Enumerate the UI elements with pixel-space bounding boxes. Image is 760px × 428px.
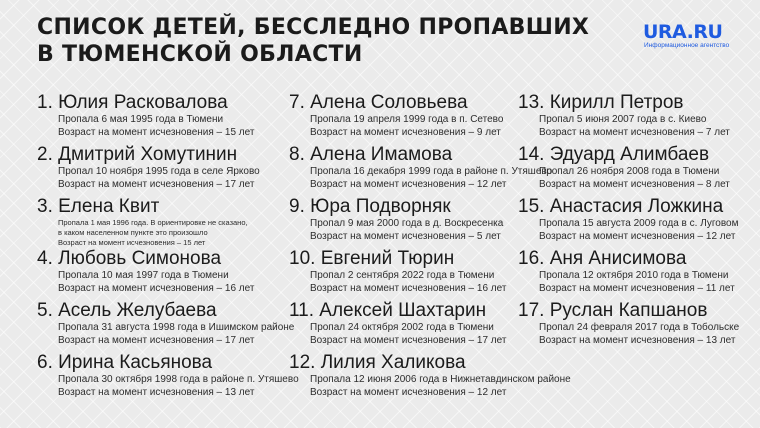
disappearance-text: Пропала 12 октября 2010 года в Тюмени [539,270,729,281]
child-name: 17. Руслан Капшанов [518,300,708,321]
age-text: Возраст на момент исчезновения – 15 лет [58,126,255,138]
age-text: Возраст на момент исчезновения – 15 лет [58,238,206,247]
list-item [37,351,299,403]
age-text: Возраст на момент исчезновения – 17 лет [58,178,255,190]
child-name: 7. Алена Соловьева [289,92,468,113]
child-name: 2. Дмитрий Хомутинин [37,144,238,165]
disappearance-text: Пропала 30 октября 1998 года в районе п. Утяшево [58,374,299,385]
disappearance-text: Пропал 2 сентября 2022 года в Тюмени [310,270,495,281]
age-text: Возраст на момент исчезновения – 5 лет [310,230,501,242]
child-name: 16. Аня Анисимова [518,248,687,269]
disappearance-text: Пропал 26 ноября 2008 года в Тюмени [539,166,720,177]
list-column-1 [37,91,299,403]
child-name: 15. Анастасия Ложкина [518,196,724,217]
disappearance-text: Пропала 1 мая 1996 года. В ориентировке не сказано, [58,218,248,227]
disappearance-text: Пропал 24 февраля 2017 года в Тобольске [539,322,740,333]
list-item [518,247,739,299]
age-text: Возраст на момент исчезновения – 12 лет [310,178,507,190]
list-item [37,195,299,247]
disappearance-text: Пропала 19 апреля 1999 года в п. Сетево [310,114,504,125]
child-name: 9. Юра Подворняк [289,196,451,217]
age-text: Возраст на момент исчезновения – 8 лет [539,178,730,190]
list-item [37,247,299,299]
child-name: 4. Любовь Симонова [37,248,222,269]
age-text: Возраст на момент исчезновения – 13 лет [539,334,736,346]
disappearance-text: Пропала 15 августа 2009 года в с. Луговом [539,218,739,229]
page-title [37,14,589,68]
list-item [37,143,299,195]
age-text: Возраст на момент исчезновения – 11 лет [539,282,735,294]
child-name: 11. Алексей Шахтарин [289,300,487,321]
list-item [518,299,739,351]
disappearance-text: Пропал 5 июня 2007 года в с. Киево [539,114,707,125]
list-column-3 [518,91,739,351]
ura-logo [643,22,743,50]
list-item [37,91,299,143]
disappearance-text: Пропала 6 мая 1995 года в Тюмени [58,114,224,125]
list-item [37,299,299,351]
age-text: Возраст на момент исчезновения – 16 лет [310,282,507,294]
child-name: 8. Алена Имамова [289,144,453,165]
age-text: Возраст на момент исчезновения – 12 лет [539,230,736,242]
age-text: Возраст на момент исчезновения – 9 лет [310,126,501,138]
child-name: 3. Елена Квит [37,196,160,217]
list-item [518,195,739,247]
disappearance-text: в каком населенном пункте это произошло [58,228,208,237]
disappearance-text: Пропала 10 мая 1997 года в Тюмени [58,270,229,281]
logo-name: URA.RU [643,21,723,43]
page-title-line-1: СПИСОК ДЕТЕЙ, БЕССЛЕДНО ПРОПАВШИХ [37,15,590,40]
age-text: Возраст на момент исчезновения – 17 лет [58,334,255,346]
list-item [289,351,571,403]
disappearance-text: Пропала 31 августа 1998 года в Ишимском районе [58,322,295,333]
age-text: Возраст на момент исчезновения – 16 лет [58,282,255,294]
child-name: 6. Ирина Касьянова [37,352,213,373]
child-name: 13. Кирилл Петров [518,92,684,113]
age-text: Возраст на момент исчезновения – 12 лет [310,386,507,398]
child-name: 1. Юлия Расковалова [37,92,228,113]
disappearance-text: Пропала 16 декабря 1999 года в районе п. Утяшево [310,166,553,177]
disappearance-text: Пропал 24 октября 2002 года в Тюмени [310,322,494,333]
age-text: Возраст на момент исчезновения – 13 лет [58,386,255,398]
disappearance-text: Пропал 10 ноября 1995 года в селе Ярково [58,166,260,177]
child-name: 14. Эдуард Алимбаев [518,144,710,165]
child-name: 5. Асель Желубаева [37,300,217,321]
age-text: Возраст на момент исчезновения – 7 лет [539,126,730,138]
logo-tagline: Информационное агентство [644,42,730,49]
disappearance-text: Пропал 9 мая 2000 года в д. Воскресенка [310,218,504,229]
list-item [518,91,739,143]
age-text: Возраст на момент исчезновения – 17 лет [310,334,507,346]
page-title-line-2: В ТЮМЕНСКОЙ ОБЛАСТИ [37,42,363,67]
disappearance-text: Пропала 12 июня 2006 года в Нижнетавдинском районе [310,374,571,385]
child-name: 12. Лилия Халикова [289,352,466,373]
child-name: 10. Евгений Тюрин [289,248,455,269]
list-item [518,143,739,195]
